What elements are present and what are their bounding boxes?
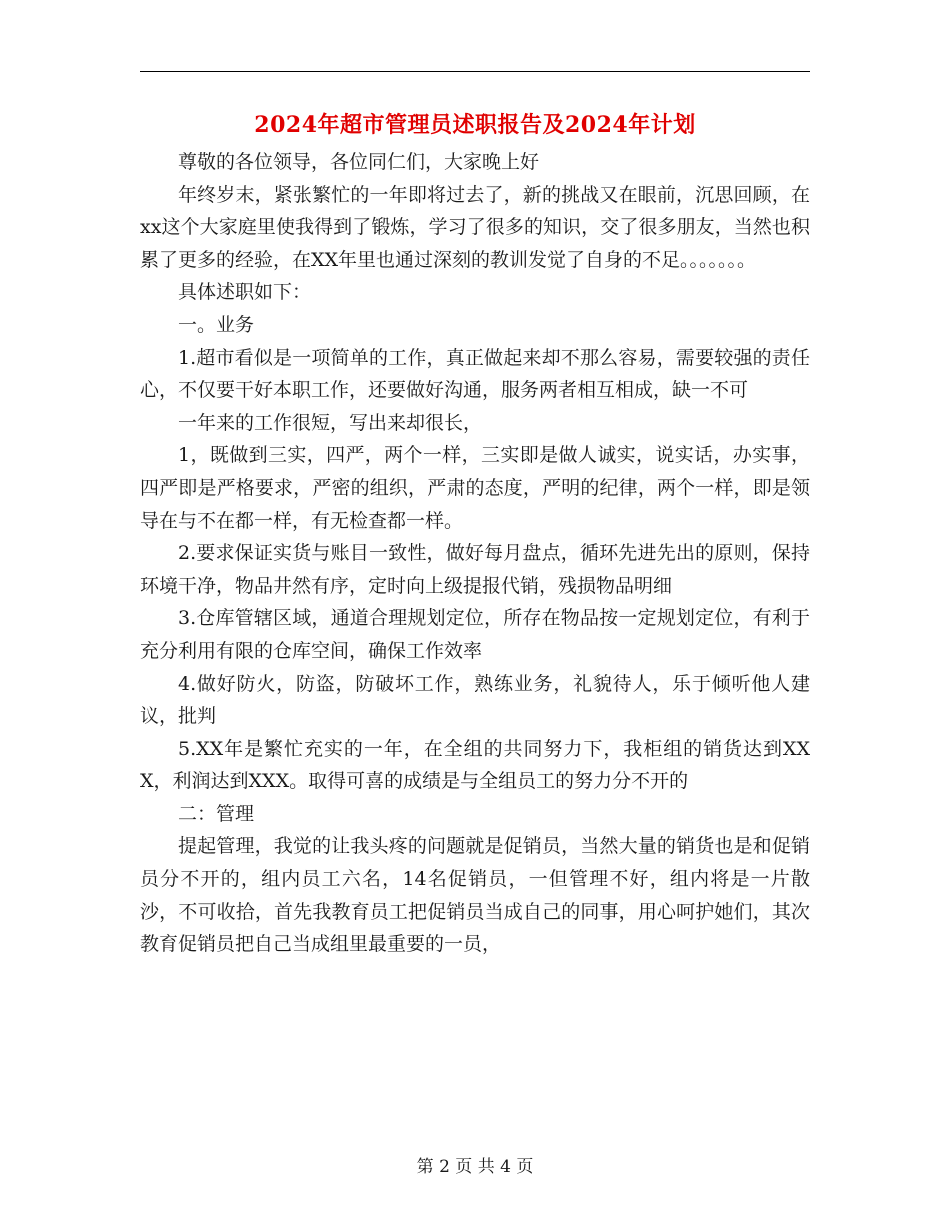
paragraph-management: 提起管理，我觉的让我头疼的问题就是促销员，当然大量的销货也是和促销员分不开的，组内员工六名，14名促销员，一但管理不好，组内将是一片散沙，不可收拾，首先我教育员工把促销员当成自己的同事，用心呵护她们，其次教育促销员把自己当成组里最重要的一员，: [140, 835, 810, 956]
header-rule: [140, 71, 810, 72]
paragraph-details-heading: 具体述职如下：: [178, 281, 312, 304]
paragraph-business-item-4: 4.做好防火，防盗，防破坏工作，熟练业务，礼貌待人，乐于倾听他人建议，批判: [140, 672, 810, 728]
paragraph-greeting: 尊敬的各位领导，各位同仁们，大家晚上好: [178, 151, 540, 173]
document-body: [140, 146, 810, 961]
paragraph-business-summary: 一年来的工作很短，写出来却很长，: [178, 411, 483, 434]
page-footer: 第 2 页 共 4 页: [416, 1157, 534, 1177]
section-heading-management: 二：管理: [178, 802, 255, 825]
paragraph-business-item-5: 5.XX年是繁忙充实的一年，在全组的共同努力下，我柜组的销货达到XXX，利润达到XXX。取得可喜的成绩是与全组员工的努力分不开的: [140, 737, 810, 793]
paragraph-business-item-3: 3.仓库管辖区域，通道合理规划定位，所存在物品按一定规划定位，有利于充分利用有限的仓库空间，确保工作效率: [140, 607, 810, 662]
document-title: 2024年超市管理员述职报告及2024年计划: [254, 112, 696, 138]
paragraph-business-item-2: 2.要求保证实货与账目一致性，做好每月盘点，循环先进先出的原则，保持环境干净，物品井然有序，定时向上级提报代销，残损物品明细: [140, 542, 810, 597]
paragraph-business-1: 1.超市看似是一项简单的工作，真正做起来却不那么容易，需要较强的责任心，不仅要干好本职工作，还要做好沟通，服务两者相互相成，缺一不可: [140, 346, 810, 402]
paragraph-intro: 年终岁末，紧张繁忙的一年即将过去了，新的挑战又在眼前，沉思回顾，在xx这个大家庭里使我得到了锻炼，学习了很多的知识，交了很多朋友，当然也积累了更多的经验，在XX年里也通过深刻的教训发觉了自身的不足。。。。。。。: [140, 183, 810, 271]
paragraph-business-item-1: 1，既做到三实，四严，两个一样，三实即是做人诚实，说实话，办实事，四严即是严格要求，严密的组织，严肃的态度，严明的纪律，两个一样，即是领导在与不在都一样，有无检查都一样。: [140, 444, 810, 532]
section-heading-business: 一。业务: [178, 313, 255, 336]
